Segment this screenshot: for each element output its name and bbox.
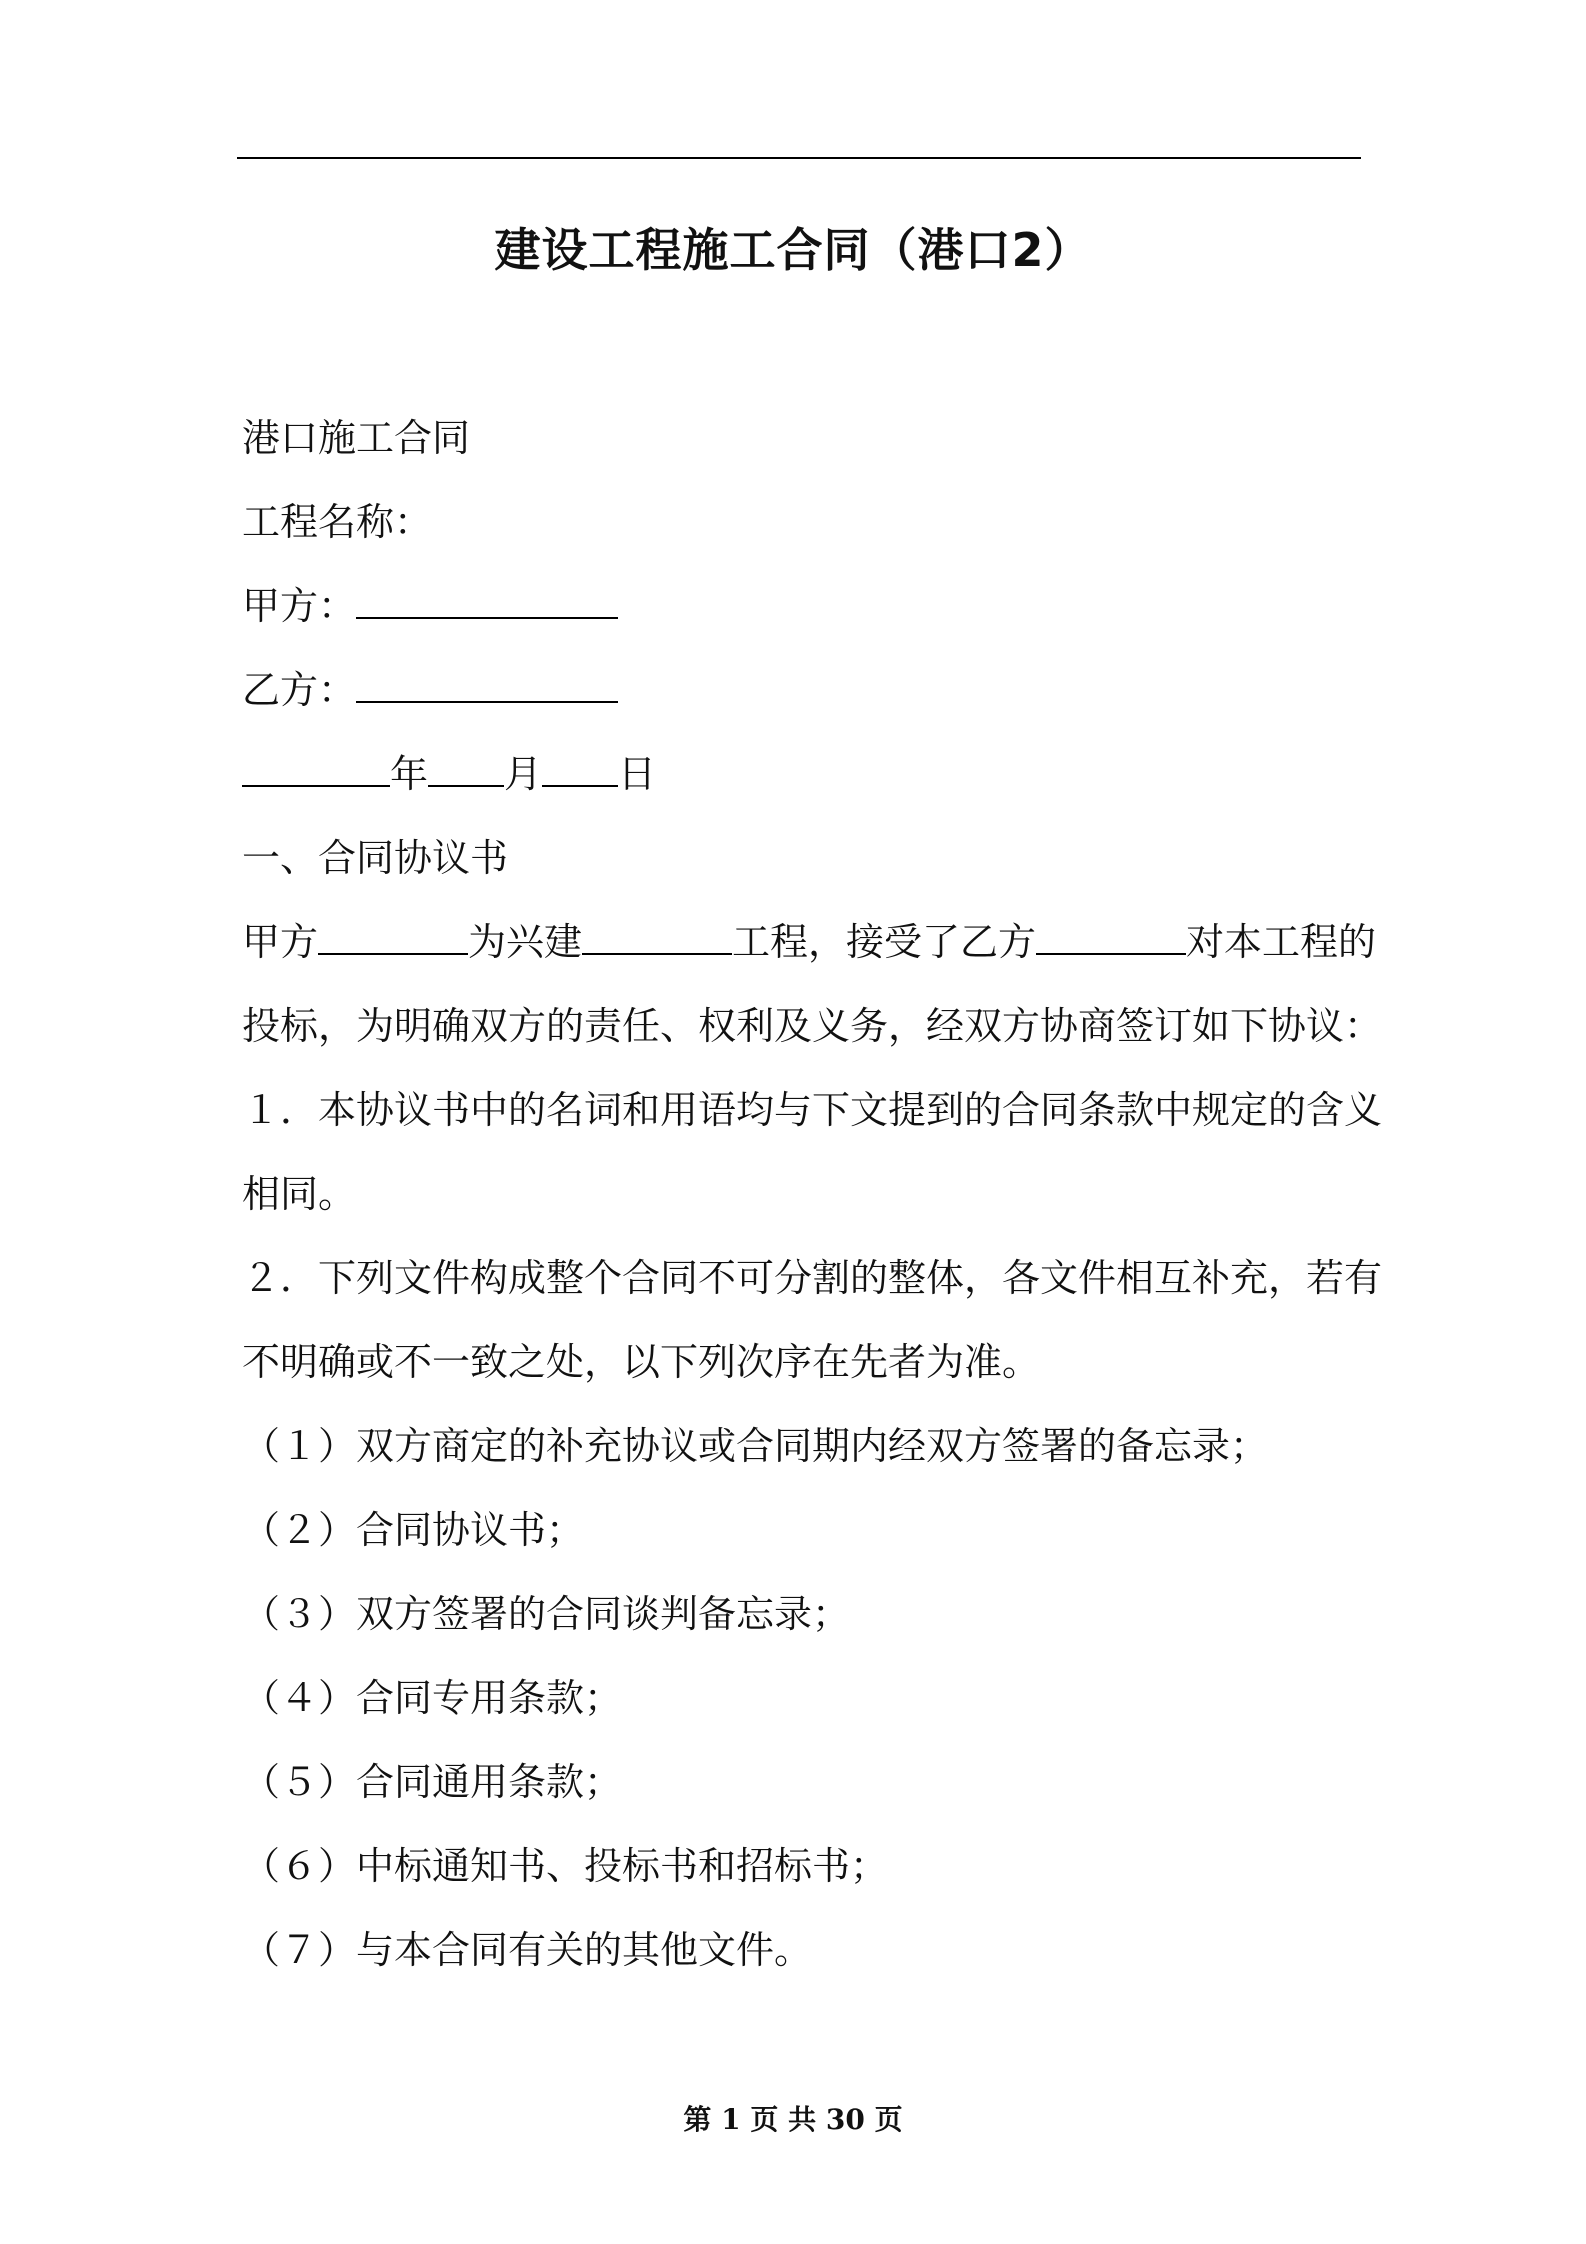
party-a-line	[242, 582, 618, 630]
project-name-label: 工程名称：	[242, 500, 433, 544]
party-b-inline-blank[interactable]	[1036, 919, 1186, 955]
party-a-label: 甲方：	[242, 584, 357, 628]
party-a-blank[interactable]	[356, 583, 618, 619]
date-line	[242, 750, 656, 798]
list-item: （５）合同通用条款；	[242, 1760, 623, 1804]
list-item: （２）合同协议书；	[242, 1508, 585, 1552]
month-label: 月	[504, 752, 543, 796]
item1-line2: 相同。	[242, 1172, 357, 1216]
list-item: （６）中标通知书、投标书和招标书；	[242, 1844, 889, 1888]
item2-line1: ２．下列文件构成整个合同不可分割的整体，各文件相互补充，若有	[242, 1256, 1383, 1300]
project-inline-blank[interactable]	[582, 919, 732, 955]
para1-text-4: 对本工程的	[1186, 920, 1377, 964]
day-blank[interactable]	[542, 751, 618, 787]
list-item: （４）合同专用条款；	[242, 1676, 623, 1720]
para1-line2: 投标，为明确双方的责任、权利及义务，经双方协商签订如下协议：	[242, 1004, 1383, 1048]
year-label: 年	[390, 752, 429, 796]
contract-heading: 港口施工合同	[242, 416, 471, 460]
party-b-blank[interactable]	[356, 667, 618, 703]
section-1-title: 一、合同协议书	[242, 836, 509, 880]
item2-line2: 不明确或不一致之处，以下列次序在先者为准。	[242, 1340, 1041, 1384]
party-b-label: 乙方：	[242, 668, 357, 712]
document-title: 建设工程施工合同（港口2）	[494, 223, 1092, 277]
list-item: （１）双方商定的补充协议或合同期内经双方签署的备忘录；	[242, 1424, 1269, 1468]
item1-line1: １．本协议书中的名词和用语均与下文提到的合同条款中规定的含义	[242, 1088, 1383, 1132]
page-number: 第 1 页 共 30 页	[683, 2103, 903, 2136]
para1-text-3: 工程，接受了乙方	[732, 920, 1037, 964]
year-blank[interactable]	[242, 751, 390, 787]
month-blank[interactable]	[428, 751, 504, 787]
para1-text-1: 甲方	[242, 920, 319, 964]
header-rule	[237, 157, 1361, 159]
list-item: （３）双方签署的合同谈判备忘录；	[242, 1592, 851, 1636]
day-label: 日	[618, 752, 657, 796]
party-a-inline-blank[interactable]	[318, 919, 468, 955]
party-b-line	[242, 666, 618, 714]
para1-line1	[242, 918, 1376, 966]
list-item: （７）与本合同有关的其他文件。	[242, 1928, 813, 1972]
para1-text-2: 为兴建	[468, 920, 583, 964]
